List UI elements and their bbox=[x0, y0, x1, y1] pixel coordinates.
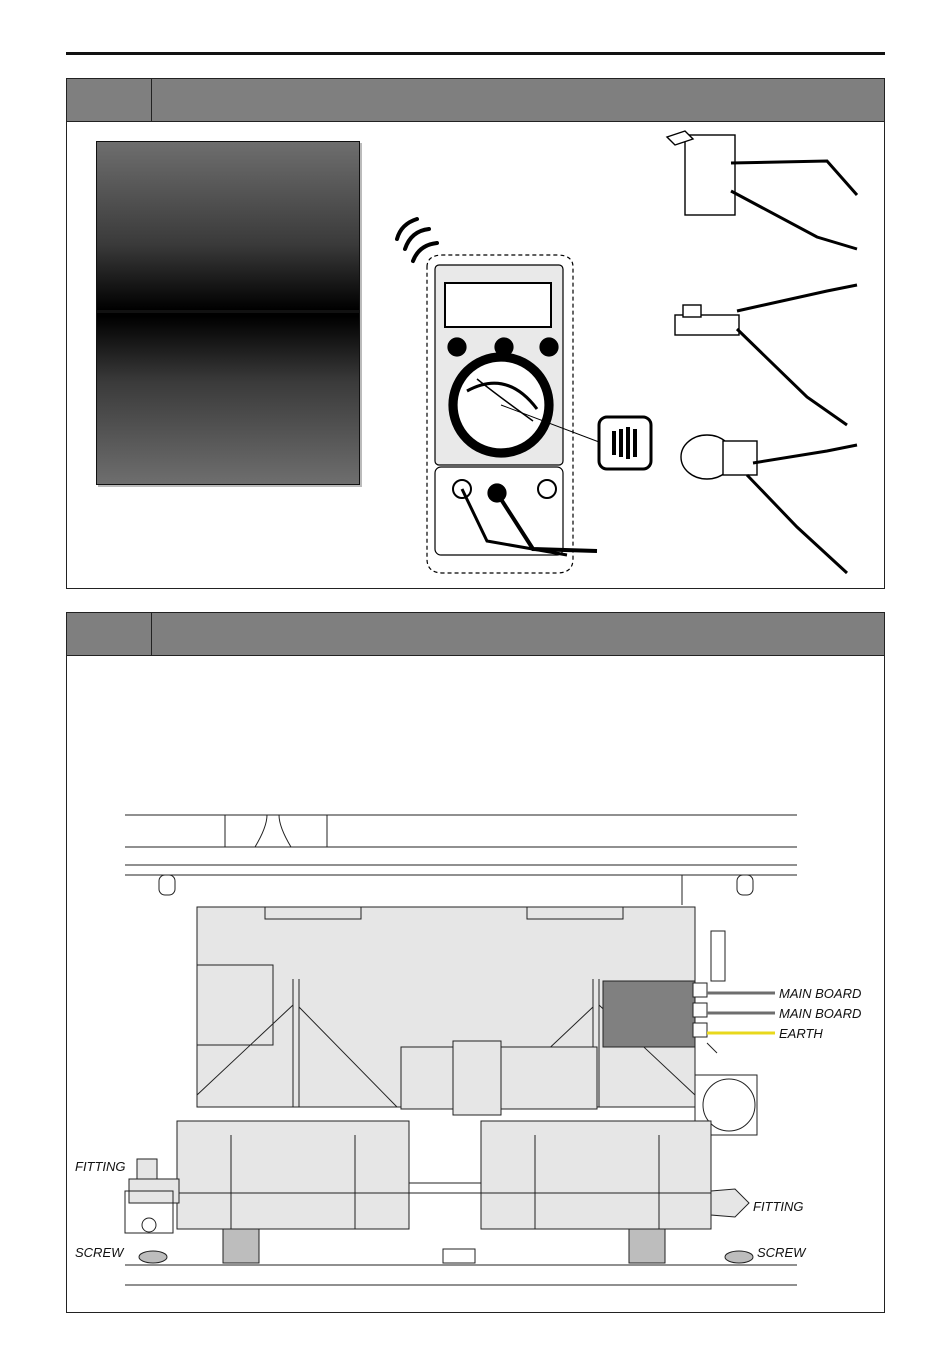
pump-assembly-diagram bbox=[67, 613, 884, 1312]
multimeter bbox=[427, 255, 607, 573]
fitting-left-icon bbox=[125, 1159, 179, 1233]
panel-multimeter-test bbox=[66, 78, 885, 589]
multimeter-illustration bbox=[67, 79, 884, 588]
panel-pump-wiring bbox=[66, 612, 885, 1313]
label-screw-right: SCREW bbox=[757, 1245, 806, 1260]
pump-housing-right bbox=[481, 1121, 711, 1229]
top-rule bbox=[66, 52, 885, 55]
button-right bbox=[540, 338, 558, 356]
label-earth: EARTH bbox=[779, 1026, 823, 1041]
continuity-icon bbox=[599, 417, 651, 469]
screw-left-icon bbox=[139, 1251, 167, 1263]
label-screw-left: SCREW bbox=[75, 1245, 124, 1260]
component-microswitch-test bbox=[675, 285, 857, 425]
component-block-test bbox=[667, 131, 857, 249]
electrical-connector bbox=[603, 981, 695, 1047]
label-main-board-2: MAIN BOARD bbox=[779, 1006, 862, 1021]
label-fitting-right: FITTING bbox=[753, 1199, 804, 1214]
label-main-board-1: MAIN BOARD bbox=[779, 986, 862, 1001]
component-sensor-test bbox=[681, 435, 857, 573]
beep-waves-icon bbox=[397, 219, 437, 261]
screw-right-icon bbox=[725, 1251, 753, 1263]
label-fitting-left: FITTING bbox=[75, 1159, 126, 1174]
pump-housing-left bbox=[177, 1121, 409, 1229]
fitting-right-icon bbox=[711, 1189, 749, 1217]
button-left bbox=[448, 338, 466, 356]
probe-jack-right bbox=[538, 480, 556, 498]
